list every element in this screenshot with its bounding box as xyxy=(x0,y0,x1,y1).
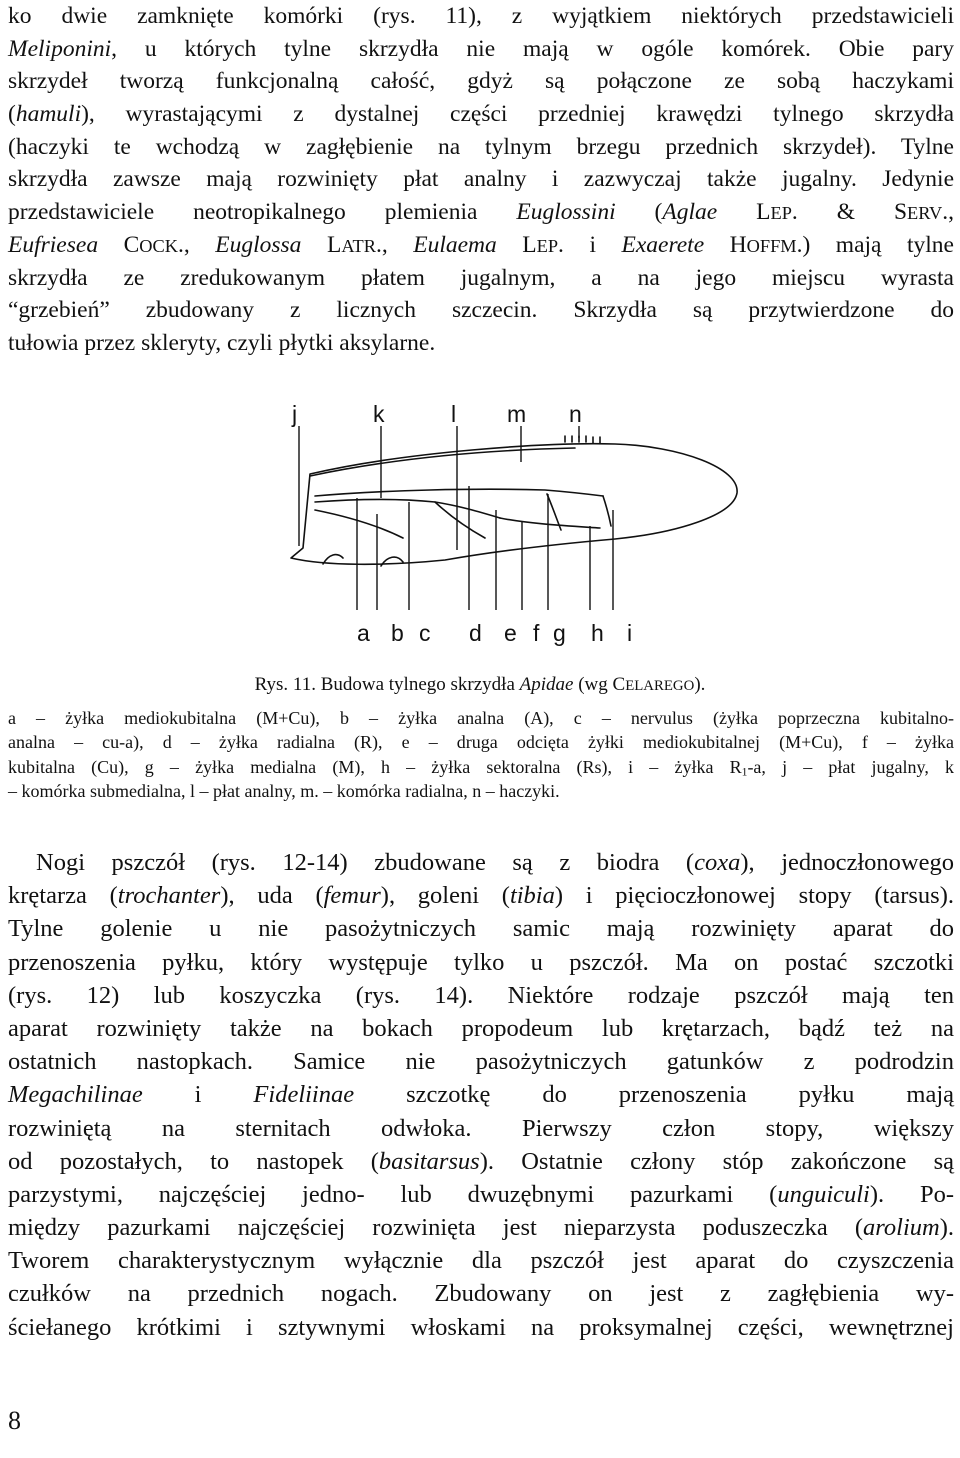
text-line: skrzydła ze zredukowanym płatem jugalnym, a na jego miejscu wyrasta xyxy=(8,264,954,291)
italic-term: Eufriesea xyxy=(8,231,99,258)
small-caps-author: ERV xyxy=(907,203,943,224)
legend-line: – komórka submedialna, l – płat analny, m. – komórka radialna, n – haczyki. xyxy=(8,781,560,802)
small-caps-author: EP xyxy=(536,235,559,256)
text-span: przedstawiciele neotropikalnego plemienia xyxy=(8,199,517,226)
figure-legend xyxy=(8,706,954,804)
text-span: ., xyxy=(177,231,190,258)
text-span: H xyxy=(704,231,747,258)
text-line xyxy=(8,98,954,131)
fig-label-bottom: i xyxy=(627,620,633,646)
text-line xyxy=(8,196,954,229)
small-caps-author: OCK xyxy=(139,235,178,256)
fig-label-top: l xyxy=(451,401,457,427)
text-span: krętarza ( xyxy=(8,882,118,910)
fig-label-bottom: c xyxy=(419,620,431,646)
legend-line: analna – cu-a), d – żyłka radialna (R), e – druga odcięta żyłki mediokubitalnej (M+Cu), f – żyłka xyxy=(8,732,954,753)
italic-term: femur xyxy=(323,882,381,910)
italic-term: Euglossini xyxy=(516,199,616,226)
text-line: (rys. 12) lub koszyczka (rys. 14). Niektóre rodzaje pszczół mają ten xyxy=(8,981,954,1009)
italic-term: Eulaema xyxy=(387,231,497,258)
italic-term: hamuli xyxy=(15,101,82,128)
text-span: ( xyxy=(8,101,16,128)
caption-text: Rys. 11. Budowa tylnego skrzydła xyxy=(254,674,520,695)
subscript: 1 xyxy=(741,765,748,779)
wing-outline xyxy=(291,444,737,565)
text-span: L xyxy=(496,231,537,258)
legend-text: -a, j – płat jugalny, k xyxy=(747,756,954,777)
text-span: ( xyxy=(615,199,663,226)
caption-text: (wg C xyxy=(573,674,626,695)
text-line xyxy=(8,229,954,262)
text-line: rozwiniętą na sternitach odwłoka. Pierwszy człon stopy, większy xyxy=(8,1114,954,1142)
small-caps-author: EP xyxy=(770,203,792,224)
text-span: ), jednoczłonowego xyxy=(740,849,954,876)
text-span: ). Ostatnie człony stóp zakończone są xyxy=(479,1147,955,1175)
text-line: Tworem charakterystycznym wyłącznie dla pszczół jest aparat do czyszczenia xyxy=(8,1247,954,1275)
text-span: L xyxy=(301,231,342,258)
fig-label-bottom: d xyxy=(469,620,482,646)
italic-term: unguiculi xyxy=(777,1180,870,1208)
text-line: przenoszenia pyłku, który występuje tylko u pszczół. Ma on postać szczotki xyxy=(8,948,954,976)
text-line: czułków na przednich nogach. Zbudowany on jest z zagłębienia wy- xyxy=(8,1280,954,1308)
text-span: ), uda ( xyxy=(220,882,324,910)
text-span: ). xyxy=(939,1214,954,1242)
fig-label-bottom: b xyxy=(391,620,404,646)
paragraph-wings xyxy=(8,0,954,360)
text-line: tułowia przez skleryty, czyli płytki aksylarne. xyxy=(8,329,436,356)
vein-cubital xyxy=(500,518,600,528)
italic-term: Euglossa xyxy=(189,231,302,258)
caption-text: ). xyxy=(694,674,706,695)
text-line: ko dwie zamknięte komórki (rys. 11), z wyjątkiem niektórych przedstawicieli xyxy=(8,3,954,29)
paragraph-legs xyxy=(8,846,954,1344)
text-span: między pazurkami najczęściej rozwinięta jest nieparzysta poduszeczka ( xyxy=(8,1214,864,1242)
italic-term: Fideliinae xyxy=(253,1081,355,1109)
text-span: ., xyxy=(942,199,954,226)
legend-line xyxy=(8,755,954,779)
small-caps-author: ATR xyxy=(341,235,376,256)
text-line xyxy=(8,846,954,879)
text-span: C xyxy=(98,231,140,258)
legend-line: a – żyłka mediokubitalna (M+Cu), b – żyłka analna (A), c – nervulus (żyłka poprzeczna kubitalno- xyxy=(8,708,954,728)
text-line: skrzydeł tworzą funkcjonalną całość, gdyż są połączone ze sobą haczykami xyxy=(8,68,954,95)
text-span: ) i pięcioczłonowej stopy (tarsus). xyxy=(554,882,955,910)
italic-term: Meliponini xyxy=(8,35,112,62)
text-line xyxy=(8,1211,954,1244)
italic-term: trochanter xyxy=(117,882,221,910)
fig-label-top: n xyxy=(569,401,582,427)
text-line xyxy=(8,1078,954,1111)
text-line xyxy=(8,1178,954,1211)
text-line: “grzebień” zbudowany z licznych szczecin. Skrzydła są przytwierdzone do xyxy=(8,297,954,324)
text-span: .) mają tylne xyxy=(796,231,954,258)
text-span: ). Po- xyxy=(869,1180,954,1208)
italic-term: coxa xyxy=(694,849,741,876)
italic-term: tibia xyxy=(509,882,555,910)
page-number: 8 xyxy=(8,1406,21,1435)
small-caps-author: OFFM xyxy=(746,235,797,256)
text-line xyxy=(8,879,954,912)
vein-crossvein xyxy=(603,496,611,526)
italic-term: Megachilinae xyxy=(8,1081,143,1109)
fig-label-top: j xyxy=(292,401,298,427)
wing-diagram xyxy=(285,398,745,656)
text-line: Tylne golenie u nie pasożytniczych samic mają rozwinięty aparat do xyxy=(8,915,954,943)
text-span: ), goleni ( xyxy=(380,882,510,910)
text-line: skrzydła zawsze mają rozwinięty płat analny i zazwyczaj także jugalny. Jedynie xyxy=(8,166,954,193)
text-line: aparat rozwinięty także na bokach propodeum lub krętarzach, bądź też na xyxy=(8,1014,954,1042)
text-line xyxy=(8,1145,954,1178)
text-line xyxy=(8,33,954,66)
text-span: Nogi pszczół (rys. 12-14) zbudowane są z biodra ( xyxy=(36,849,695,876)
hind-wing-figure xyxy=(285,398,745,656)
text-span: od pozostałych, to nastopek ( xyxy=(8,1147,379,1175)
legend-text: kubitalna (Cu), g – żyłka medialna (M), h – żyłka sektoralna (Rs), i – żyłka R xyxy=(8,756,742,777)
caption-italic: Apidae xyxy=(519,674,574,695)
italic-term: Aglae xyxy=(662,199,718,226)
text-line: ostatnich nastopkach. Samice nie pasożytniczych gatunków z podrodzin xyxy=(8,1048,954,1076)
text-span: parzystymi, najczęściej jedno- lub dwuzębnymi pazurkami ( xyxy=(8,1180,778,1208)
text-span: ., xyxy=(375,231,388,258)
text-span: . i xyxy=(558,231,622,258)
vein-anal xyxy=(315,510,403,538)
text-span: . & S xyxy=(791,199,908,226)
fig-label-bottom: e xyxy=(504,620,517,646)
caption-small-caps: ELAREGO xyxy=(625,678,695,694)
figure-caption xyxy=(0,672,960,699)
vein-mediocubital xyxy=(315,499,500,518)
text-span: , u których tylne skrzydła nie mają w ogóle komórek. Obie pary xyxy=(111,35,954,62)
fig-label-bottom: f xyxy=(533,620,540,646)
text-span: L xyxy=(717,199,771,226)
text-line: (haczyki te wchodzą w zagłębienie na tylnym brzegu przednich skrzydeł). Tylne xyxy=(8,133,954,160)
fig-label-bottom: g xyxy=(553,620,566,646)
italic-term: arolium xyxy=(863,1214,940,1242)
vein-radial xyxy=(315,489,603,496)
text-span: i xyxy=(142,1081,254,1109)
text-line: ściełanego krótkimi i sztywnymi włoskami na proksymalnej części, wewnętrznej xyxy=(8,1313,954,1341)
fig-label-top: k xyxy=(373,401,385,427)
fig-label-top: m xyxy=(507,401,527,427)
fig-label-bottom: h xyxy=(591,620,604,646)
fig-label-bottom: a xyxy=(357,620,370,646)
text-span: ), wyrastającymi z dystalnej części przedniej krawędzi tylnego skrzydła xyxy=(81,101,954,128)
hamuli-hooks xyxy=(565,436,600,443)
italic-term: basitarsus xyxy=(378,1147,480,1175)
italic-term: Exaerete xyxy=(621,231,705,258)
text-span: szczotkę do przenoszenia pyłku mają xyxy=(354,1081,954,1109)
